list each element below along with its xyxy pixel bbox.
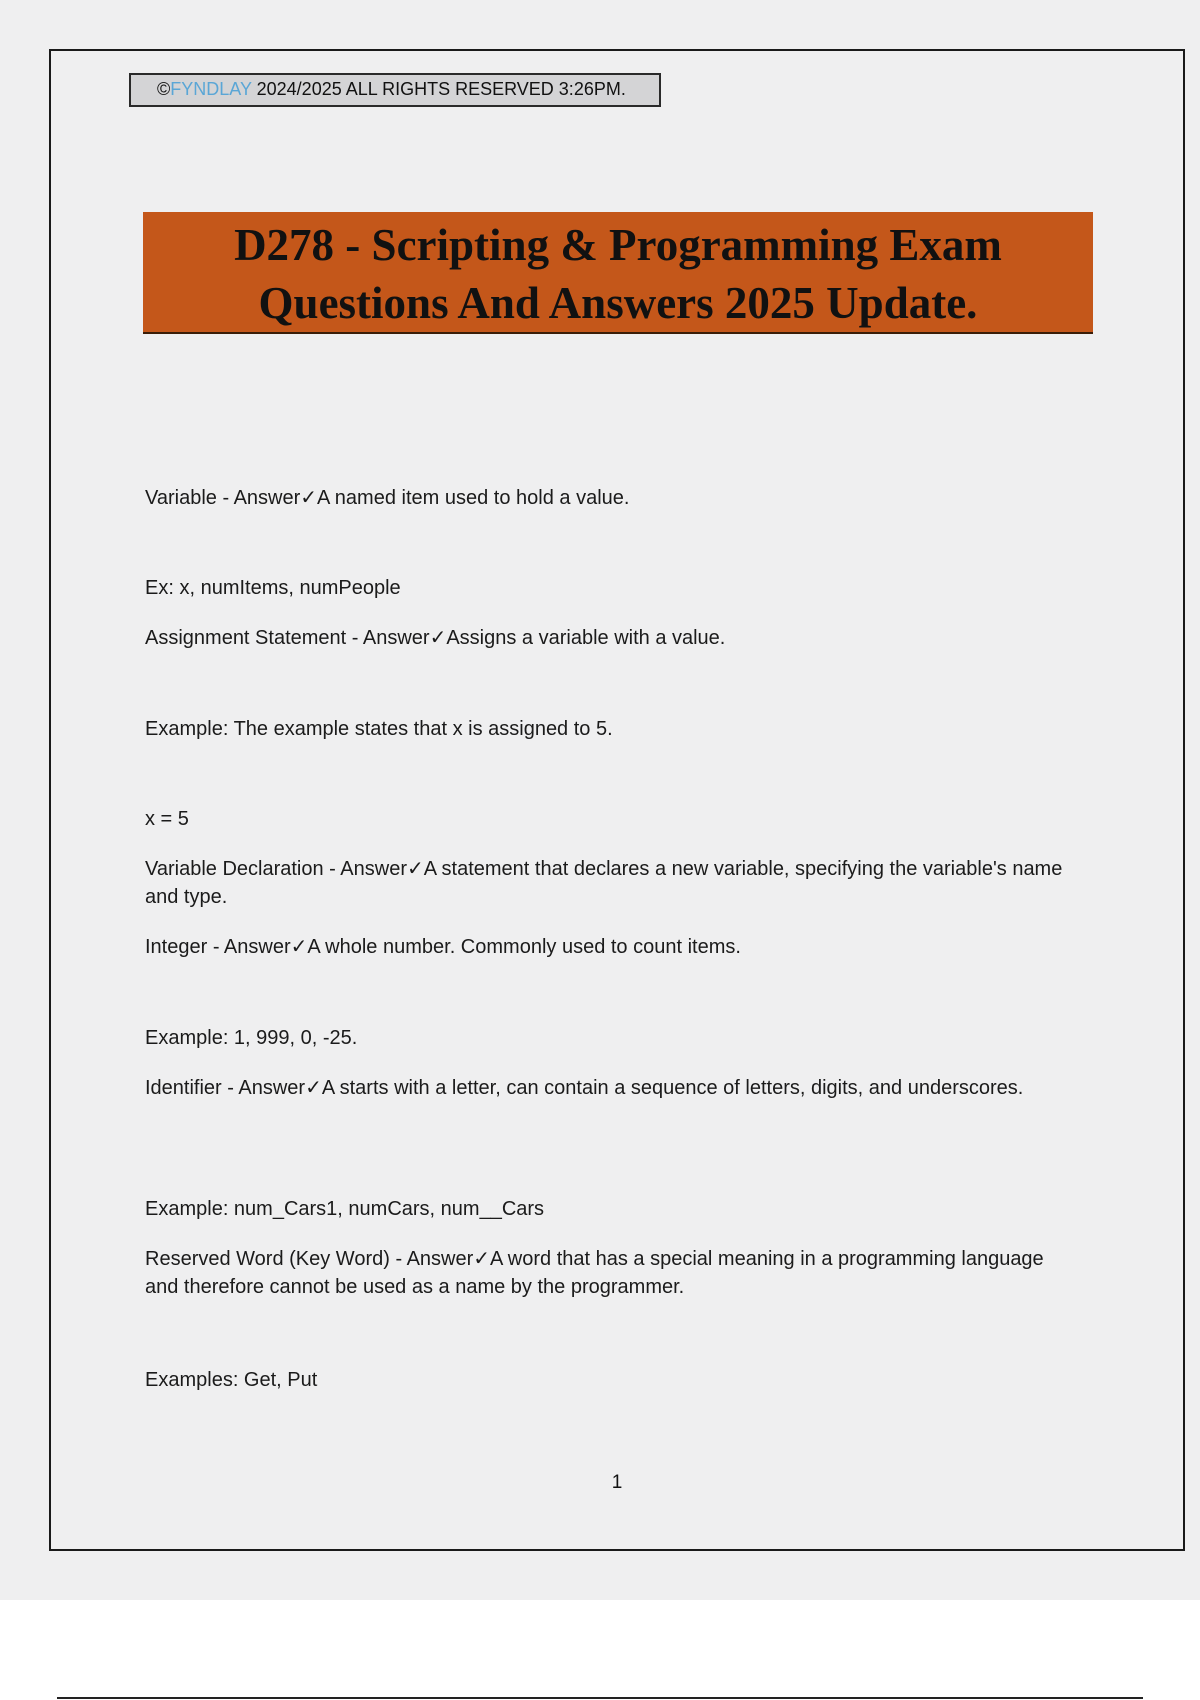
entry-identifier-example: Example: num_Cars1, numCars, num__Cars: [145, 1198, 545, 1220]
brand-name: FYNDLAY: [170, 79, 252, 99]
entry-reserved-word: Reserved Word (Key Word) - Answer✓A word that has a special meaning in a programming language and therefore cannot be used as a name by the programmer.: [145, 1248, 1044, 1298]
entry-integer: Integer - Answer✓A whole number. Commonly used to count items.: [145, 936, 741, 958]
title-banner: [143, 212, 1093, 334]
title-line-2: Questions And Answers 2025 Update.: [258, 278, 978, 328]
copyright-notice: [129, 73, 661, 107]
page-number: 1: [611, 1472, 623, 1493]
title-line-1: D278 - Scripting & Programming Exam: [234, 220, 1002, 270]
next-page-top-rule: [57, 1697, 1143, 1699]
copyright-symbol: ©: [157, 79, 171, 99]
entry-assignment-statement: Assignment Statement - Answer✓Assigns a variable with a value.: [145, 627, 726, 649]
entry-identifier: Identifier - Answer✓A starts with a letter, can contain a sequence of letters, digits, and underscores.: [145, 1077, 1024, 1099]
entry-variable: Variable - Answer✓A named item used to hold a value.: [145, 487, 630, 509]
entry-integer-example: Example: 1, 999, 0, -25.: [145, 1027, 358, 1049]
copyright-text: 2024/2025 ALL RIGHTS RESERVED 3:26PM.: [251, 79, 626, 99]
entry-variable-example: Ex: x, numItems, numPeople: [145, 577, 401, 599]
entry-variable-declaration: Variable Declaration - Answer✓A statement that declares a new variable, specifying the variable's name and type.: [145, 858, 1063, 908]
entry-reserved-word-example: Examples: Get, Put: [145, 1369, 318, 1391]
entry-assignment-code: x = 5: [145, 808, 189, 830]
entry-assignment-example: Example: The example states that x is assigned to 5.: [145, 718, 613, 740]
